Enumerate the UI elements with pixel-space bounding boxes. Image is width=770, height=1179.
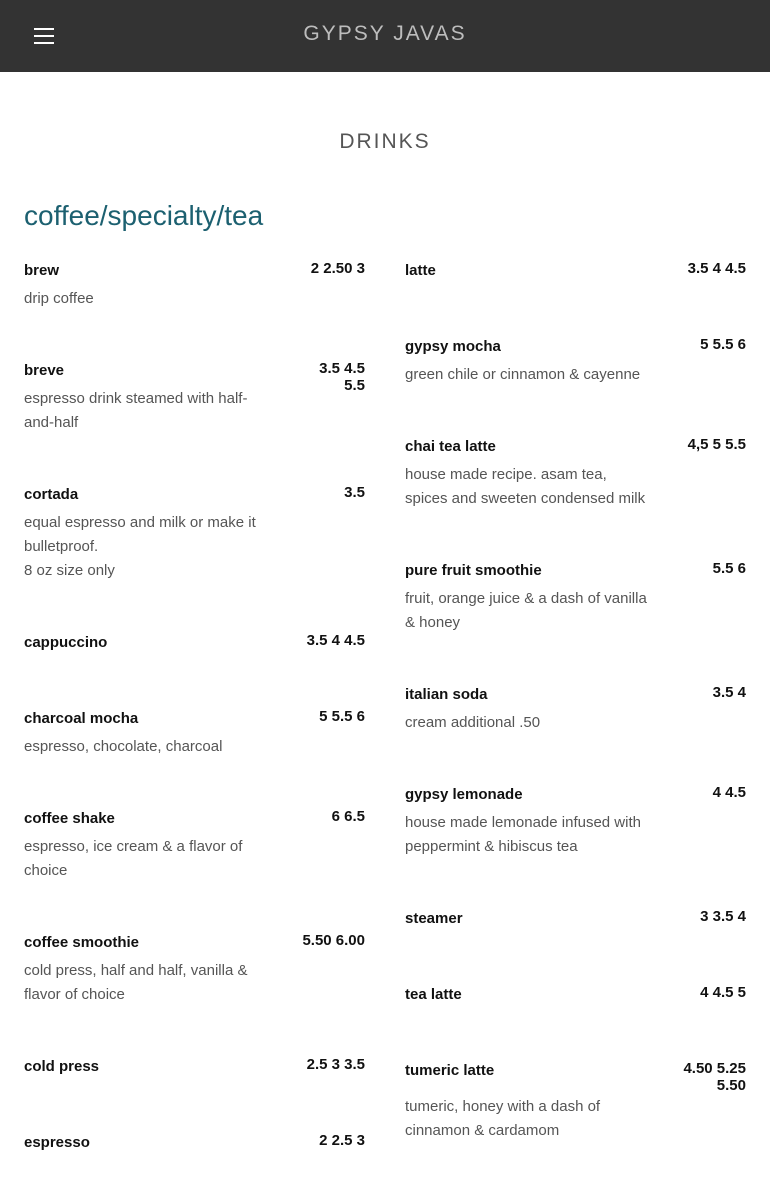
item-price: 2 2.5 3 (319, 1132, 365, 1149)
item-price: 3 3.5 4 (700, 908, 746, 925)
item-name: tumeric latte (405, 1062, 495, 1079)
item-price: 6 6.5 (331, 808, 365, 825)
item-name: espresso (24, 1134, 90, 1151)
top-navbar (0, 0, 770, 72)
item-name: breve (24, 362, 65, 379)
menu-item-tumeric-latte (405, 1062, 746, 1143)
menu-item-pure-fruit-smoothie (405, 562, 746, 635)
item-price: 3.5 4 (712, 684, 746, 701)
item-description: espresso, ice cream & a flavor of choice (24, 838, 243, 879)
page-title: DRINKS (339, 130, 431, 153)
menu-item-gypsy-mocha (405, 338, 746, 387)
menu-item-steamer (405, 910, 746, 927)
item-name: coffee smoothie (24, 934, 140, 951)
item-description: house made recipe. asam tea, spices and sweeten condensed milk (405, 466, 646, 507)
item-description: equal espresso and milk or make it bulletproof. (24, 514, 256, 555)
item-name: brew (24, 262, 60, 279)
item-name: cappuccino (24, 634, 108, 651)
item-price: 2 2.50 3 (310, 260, 365, 277)
item-price: 5 5.5 6 (700, 336, 746, 353)
item-price: 3.5 (344, 484, 365, 501)
item-description: cold press, half and half, vanilla & flavor of choice (24, 962, 248, 1003)
item-name: coffee shake (24, 810, 115, 827)
item-description-note: 8 oz size only (24, 562, 115, 579)
menu-item-coffee-shake (24, 810, 365, 883)
item-price: 4,5 5 5.5 (687, 436, 746, 453)
item-name: charcoal mocha (24, 710, 139, 727)
item-price: 5 5.5 6 (319, 708, 365, 725)
item-name: latte (405, 262, 436, 279)
item-price: 3.5 4.5 5.5 (319, 360, 365, 394)
item-description: green chile or cinnamon & cayenne (405, 366, 641, 383)
item-name: cold press (24, 1058, 100, 1075)
menu-item-cortada (24, 486, 365, 583)
menu-item-chai-tea-latte (405, 438, 746, 511)
menu-item-tea-latte (405, 986, 746, 1003)
item-price: 5.5 6 (712, 560, 746, 577)
item-name: gypsy mocha (405, 338, 501, 355)
item-price: 5.50 6.00 (302, 932, 365, 949)
item-price: 4.50 5.25 5.50 (683, 1060, 746, 1094)
menu-item-gypsy-lemonade (405, 786, 746, 859)
item-price: 3.5 4 4.5 (306, 632, 365, 649)
item-name: pure fruit smoothie (405, 562, 542, 579)
menu-item-breve (24, 362, 365, 435)
item-price: 4 4.5 5 (700, 984, 746, 1001)
section-title: coffee/specialty/tea (24, 200, 264, 231)
item-name: chai tea latte (405, 438, 496, 455)
item-name: cortada (24, 486, 79, 503)
item-name: tea latte (405, 986, 462, 1003)
item-description: espresso, chocolate, charcoal (24, 738, 223, 755)
item-description: fruit, orange juice & a dash of vanilla & honey (405, 590, 647, 631)
item-name: italian soda (405, 686, 488, 703)
item-description: house made lemonade infused with peppermint & hibiscus tea (405, 814, 641, 855)
item-description: drip coffee (24, 290, 94, 307)
item-description: cream additional .50 (405, 714, 541, 731)
brand-title[interactable]: GYPSY JAVAS (303, 22, 467, 45)
menu-item-italian-soda (405, 686, 746, 735)
item-price: 2.5 3 3.5 (306, 1056, 365, 1073)
menu-item-coffee-smoothie (24, 934, 365, 1007)
item-description: tumeric, honey with a dash of cinnamon & cardamom (405, 1098, 601, 1139)
item-price: 3.5 4 4.5 (687, 260, 746, 277)
item-name: gypsy lemonade (405, 786, 523, 803)
menu-item-espresso (24, 1134, 365, 1151)
menu-item-cold-press (24, 1058, 365, 1075)
item-description: espresso drink steamed with half-and-half (24, 390, 248, 431)
item-price: 4 4.5 (712, 784, 746, 801)
item-name: steamer (405, 910, 463, 927)
menu-item-charcoal-mocha (24, 710, 365, 759)
menu-item-latte (405, 262, 746, 279)
menu-item-cappuccino (24, 634, 365, 651)
menu-item-brew (24, 262, 365, 311)
